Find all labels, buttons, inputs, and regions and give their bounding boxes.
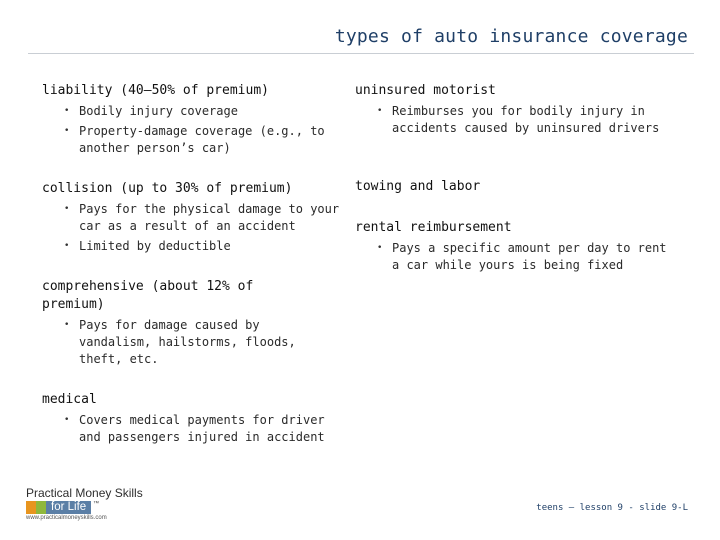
- bullet-list: [42, 103, 342, 157]
- section-heading: rental reimbursement: [355, 220, 512, 235]
- rental-reimbursement-section: [355, 219, 675, 277]
- bullet-icon: •: [377, 106, 383, 116]
- logo-row: [26, 501, 166, 514]
- bullet-icon: •: [64, 415, 70, 425]
- bullet-text: Bodily injury coverage: [79, 104, 238, 118]
- section-heading: towing and labor: [355, 179, 481, 194]
- bullet-text: Pays for damage caused by vandalism, hailstorms, floods, theft, etc.: [79, 318, 296, 366]
- section-heading: liability (40–50% of premium): [42, 83, 269, 98]
- logo-trademark: ™: [93, 501, 100, 507]
- section-heading: comprehensive (about 12% of premium): [42, 279, 254, 312]
- bullet-item: [64, 412, 342, 446]
- logo-green-square-icon: [36, 501, 46, 514]
- bullet-icon: •: [64, 241, 70, 251]
- bullet-list: [355, 103, 675, 137]
- bullet-list: [42, 412, 342, 446]
- section-heading: medical: [42, 392, 97, 407]
- logo-for-life: for Life: [46, 501, 91, 514]
- bullet-list: [355, 240, 675, 274]
- logo-wordmark: Practical Money Skills: [26, 486, 143, 500]
- bullet-list: [42, 201, 342, 255]
- bullet-text: Reimburses you for bodily injury in accidents caused by uninsured drivers: [392, 104, 660, 135]
- section-heading: collision (up to 30% of premium): [42, 181, 293, 196]
- liability-section: [42, 82, 342, 160]
- comprehensive-section: [42, 278, 302, 371]
- slide-title: types of auto insurance coverage: [334, 26, 688, 47]
- bullet-icon: •: [64, 106, 70, 116]
- bullet-text: Limited by deductible: [79, 239, 231, 253]
- bullet-item: [64, 238, 342, 255]
- bullet-icon: •: [64, 320, 70, 330]
- bullet-icon: •: [64, 204, 70, 214]
- section-heading: uninsured motorist: [355, 83, 496, 98]
- bullet-item: [377, 240, 675, 274]
- bullet-icon: •: [64, 126, 70, 136]
- collision-section: [42, 180, 342, 258]
- title-divider: [28, 53, 694, 54]
- bullet-text: Property-damage coverage (e.g., to another person’s car): [79, 124, 325, 155]
- bullet-item: [377, 103, 675, 137]
- bullet-item: [64, 103, 342, 120]
- bullet-item: [64, 123, 342, 157]
- logo-url: www.practicalmoneyskills.com: [26, 515, 107, 521]
- slide-footer: teens – lesson 9 - slide 9-L: [536, 503, 688, 513]
- bullet-icon: •: [377, 243, 383, 253]
- practical-money-skills-logo: [26, 486, 166, 526]
- bullet-text: Covers medical payments for driver and passengers injured in accident: [79, 413, 325, 444]
- bullet-list: [42, 317, 302, 368]
- towing-section: [355, 178, 675, 196]
- bullet-text: Pays for the physical damage to your car as a result of an accident: [79, 202, 340, 233]
- bullet-text: Pays a specific amount per day to rent a car while yours is being fixed: [392, 241, 667, 272]
- logo-orange-square-icon: [26, 501, 36, 514]
- uninsured-motorist-section: [355, 82, 675, 140]
- bullet-item: [64, 201, 342, 235]
- bullet-item: [64, 317, 302, 368]
- medical-section: [42, 391, 342, 449]
